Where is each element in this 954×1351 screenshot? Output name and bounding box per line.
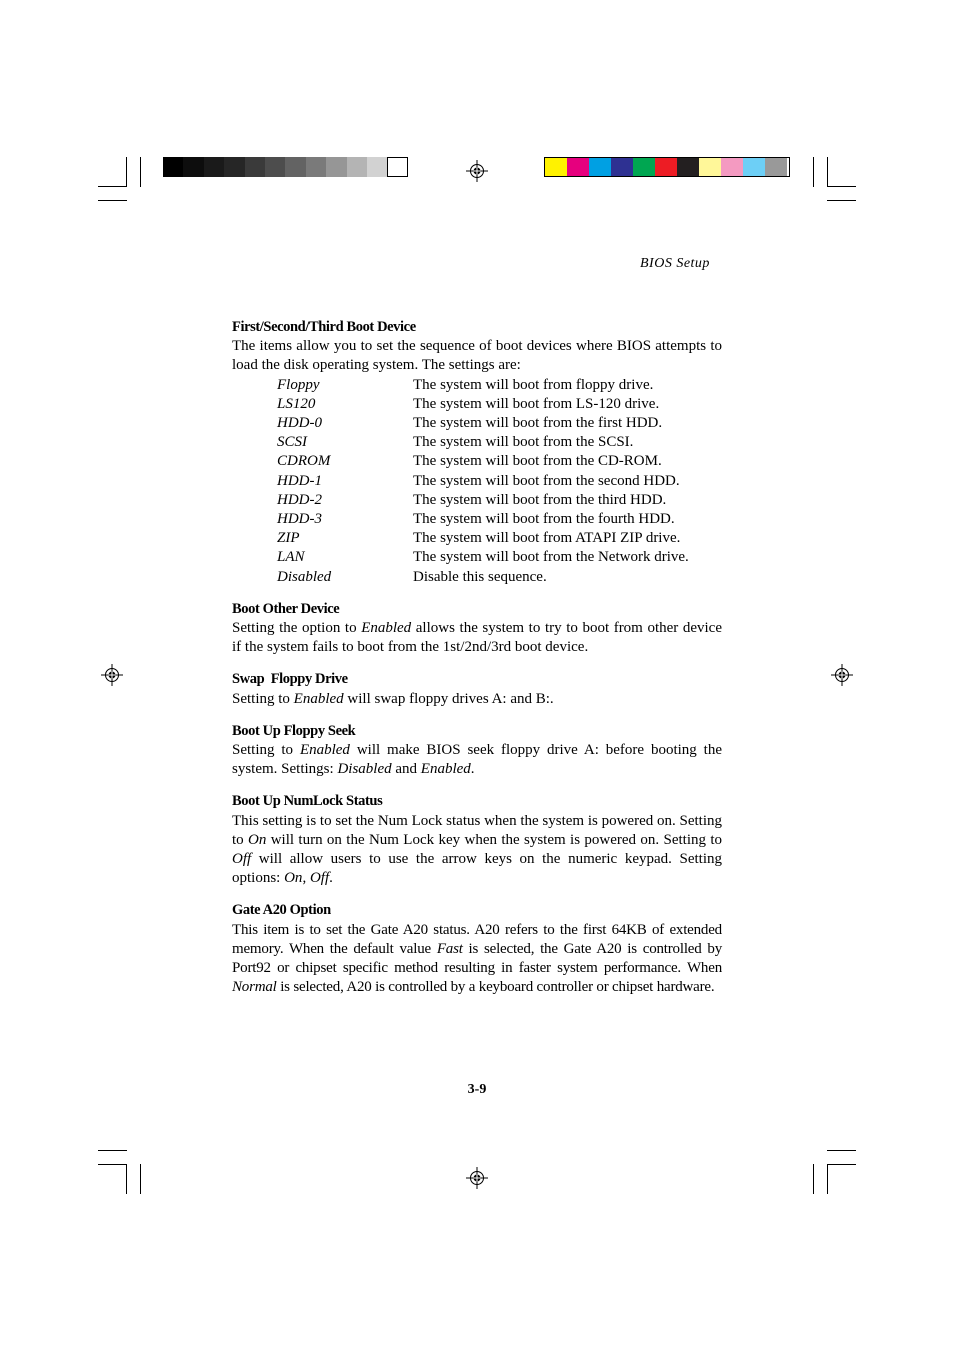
boot-option-name: SCSI: [277, 434, 307, 451]
boot-option-row: [232, 548, 722, 567]
section-boot-device: [232, 318, 722, 587]
boot-option-description: The system will boot from LS-120 drive.: [413, 395, 660, 412]
boot-option-name: HDD-2: [277, 491, 322, 508]
boot-option-name: CDROM: [277, 453, 331, 470]
section-body: This item is to set the Gate A20 status. A20 refers to the first 64KB of extended memory. When the default value Fast is selected, the Gate A20 is controlled by Port92 or chipset specific method resulting in faster system performance. When Normal is selected, A20 is controlled by a keyboard controller or chipset hardware.: [232, 921, 723, 996]
section-boot-up-numlock-status: [232, 792, 722, 888]
section-boot-other-device: [232, 600, 722, 658]
boot-option-row: [232, 414, 722, 433]
section-gate-a20-option: [232, 901, 722, 997]
boot-option-description: The system will boot from floppy drive.: [413, 376, 654, 393]
section-boot-up-floppy-seek: [232, 722, 722, 780]
boot-option-row: [232, 529, 722, 548]
section-body: This setting is to set the Num Lock status when the system is powered on. Setting to On will turn on the Num Lock key when the system is powered on. Setting to Off will allow users to use the arrow keys on the numeric keypad. Setting options: On, Off.: [232, 812, 722, 887]
boot-option-name: HDD-3: [277, 511, 322, 528]
boot-option-name: ZIP: [277, 530, 300, 547]
color-swatch: [367, 157, 387, 177]
boot-option-description: The system will boot from the SCSI.: [413, 434, 634, 451]
boot-option-name: HDD-0: [277, 415, 322, 432]
color-swatch: [245, 157, 265, 177]
boot-option-name: LAN: [277, 549, 305, 566]
color-swatch: [306, 157, 326, 177]
boot-option-description: The system will boot from the CD-ROM.: [413, 453, 662, 470]
color-swatch: [265, 157, 285, 177]
boot-option-name: Floppy: [277, 376, 320, 393]
boot-option-description: The system will boot from the first HDD.: [413, 415, 663, 432]
running-header: BIOS Setup: [640, 256, 710, 271]
color-bar-frame: [544, 157, 790, 177]
boot-option-row: [232, 472, 722, 491]
boot-option-description: The system will boot from the second HDD.: [413, 472, 680, 489]
color-swatch: [326, 157, 346, 177]
section-heading: Boot Up NumLock Status: [232, 793, 383, 810]
boot-option-row: [232, 395, 722, 414]
section-heading: Gate A20 Option: [232, 902, 331, 919]
section-body: Setting to Enabled will swap floppy drives A: and B:.: [232, 690, 554, 707]
color-swatch: [224, 157, 244, 177]
boot-option-row: [232, 376, 722, 395]
boot-option-description: The system will boot from the fourth HDD.: [413, 511, 675, 528]
boot-option-description: The system will boot from ATAPI ZIP drive.: [413, 530, 681, 547]
registration-mark-right-icon: [831, 664, 853, 686]
boot-option-name: LS120: [277, 395, 316, 412]
boot-option-row: [232, 452, 722, 471]
section-swap-floppy-drive: [232, 670, 722, 708]
registration-mark-bottom-icon: [466, 1167, 488, 1189]
boot-option-row: [232, 491, 722, 510]
color-swatch: [204, 157, 224, 177]
section-heading: First/Second/Third Boot Device: [232, 319, 416, 335]
section-heading: Swap Floppy Drive: [232, 671, 348, 688]
boot-option-description: Disable this sequence.: [413, 568, 547, 585]
section-body: Setting the option to Enabled allows the system to try to boot from other device if the system fails to boot from the 1st/2nd/3rd boot device.: [232, 620, 722, 656]
color-swatch: [285, 157, 305, 177]
color-swatch: [163, 157, 183, 177]
color-swatch: [183, 157, 203, 177]
page-number: 3-9: [467, 1082, 487, 1097]
boot-option-name: HDD-1: [277, 472, 322, 489]
page-content: [232, 318, 722, 998]
boot-options-list: [232, 376, 722, 587]
section-heading: Boot Other Device: [232, 600, 340, 617]
section-heading: Boot Up Floppy Seek: [232, 722, 356, 739]
section-intro: The items allow you to set the sequence of boot devices where BIOS attempts to load the disk operating system. The settings are:: [232, 338, 722, 374]
boot-option-name: Disabled: [277, 568, 332, 585]
section-body: Setting to Enabled will make BIOS seek floppy drive A: before booting the system. Settings: Disabled and Enabled.: [232, 742, 722, 778]
color-swatch: [347, 157, 367, 177]
boot-option-row: [232, 568, 722, 587]
registration-mark-top-icon: [466, 160, 488, 182]
boot-option-description: The system will boot from the Network drive.: [413, 549, 689, 566]
registration-mark-left-icon: [101, 664, 123, 686]
boot-option-row: [232, 510, 722, 529]
boot-option-description: The system will boot from the third HDD.: [413, 491, 667, 508]
color-swatch: [387, 157, 407, 177]
boot-option-row: [232, 433, 722, 452]
